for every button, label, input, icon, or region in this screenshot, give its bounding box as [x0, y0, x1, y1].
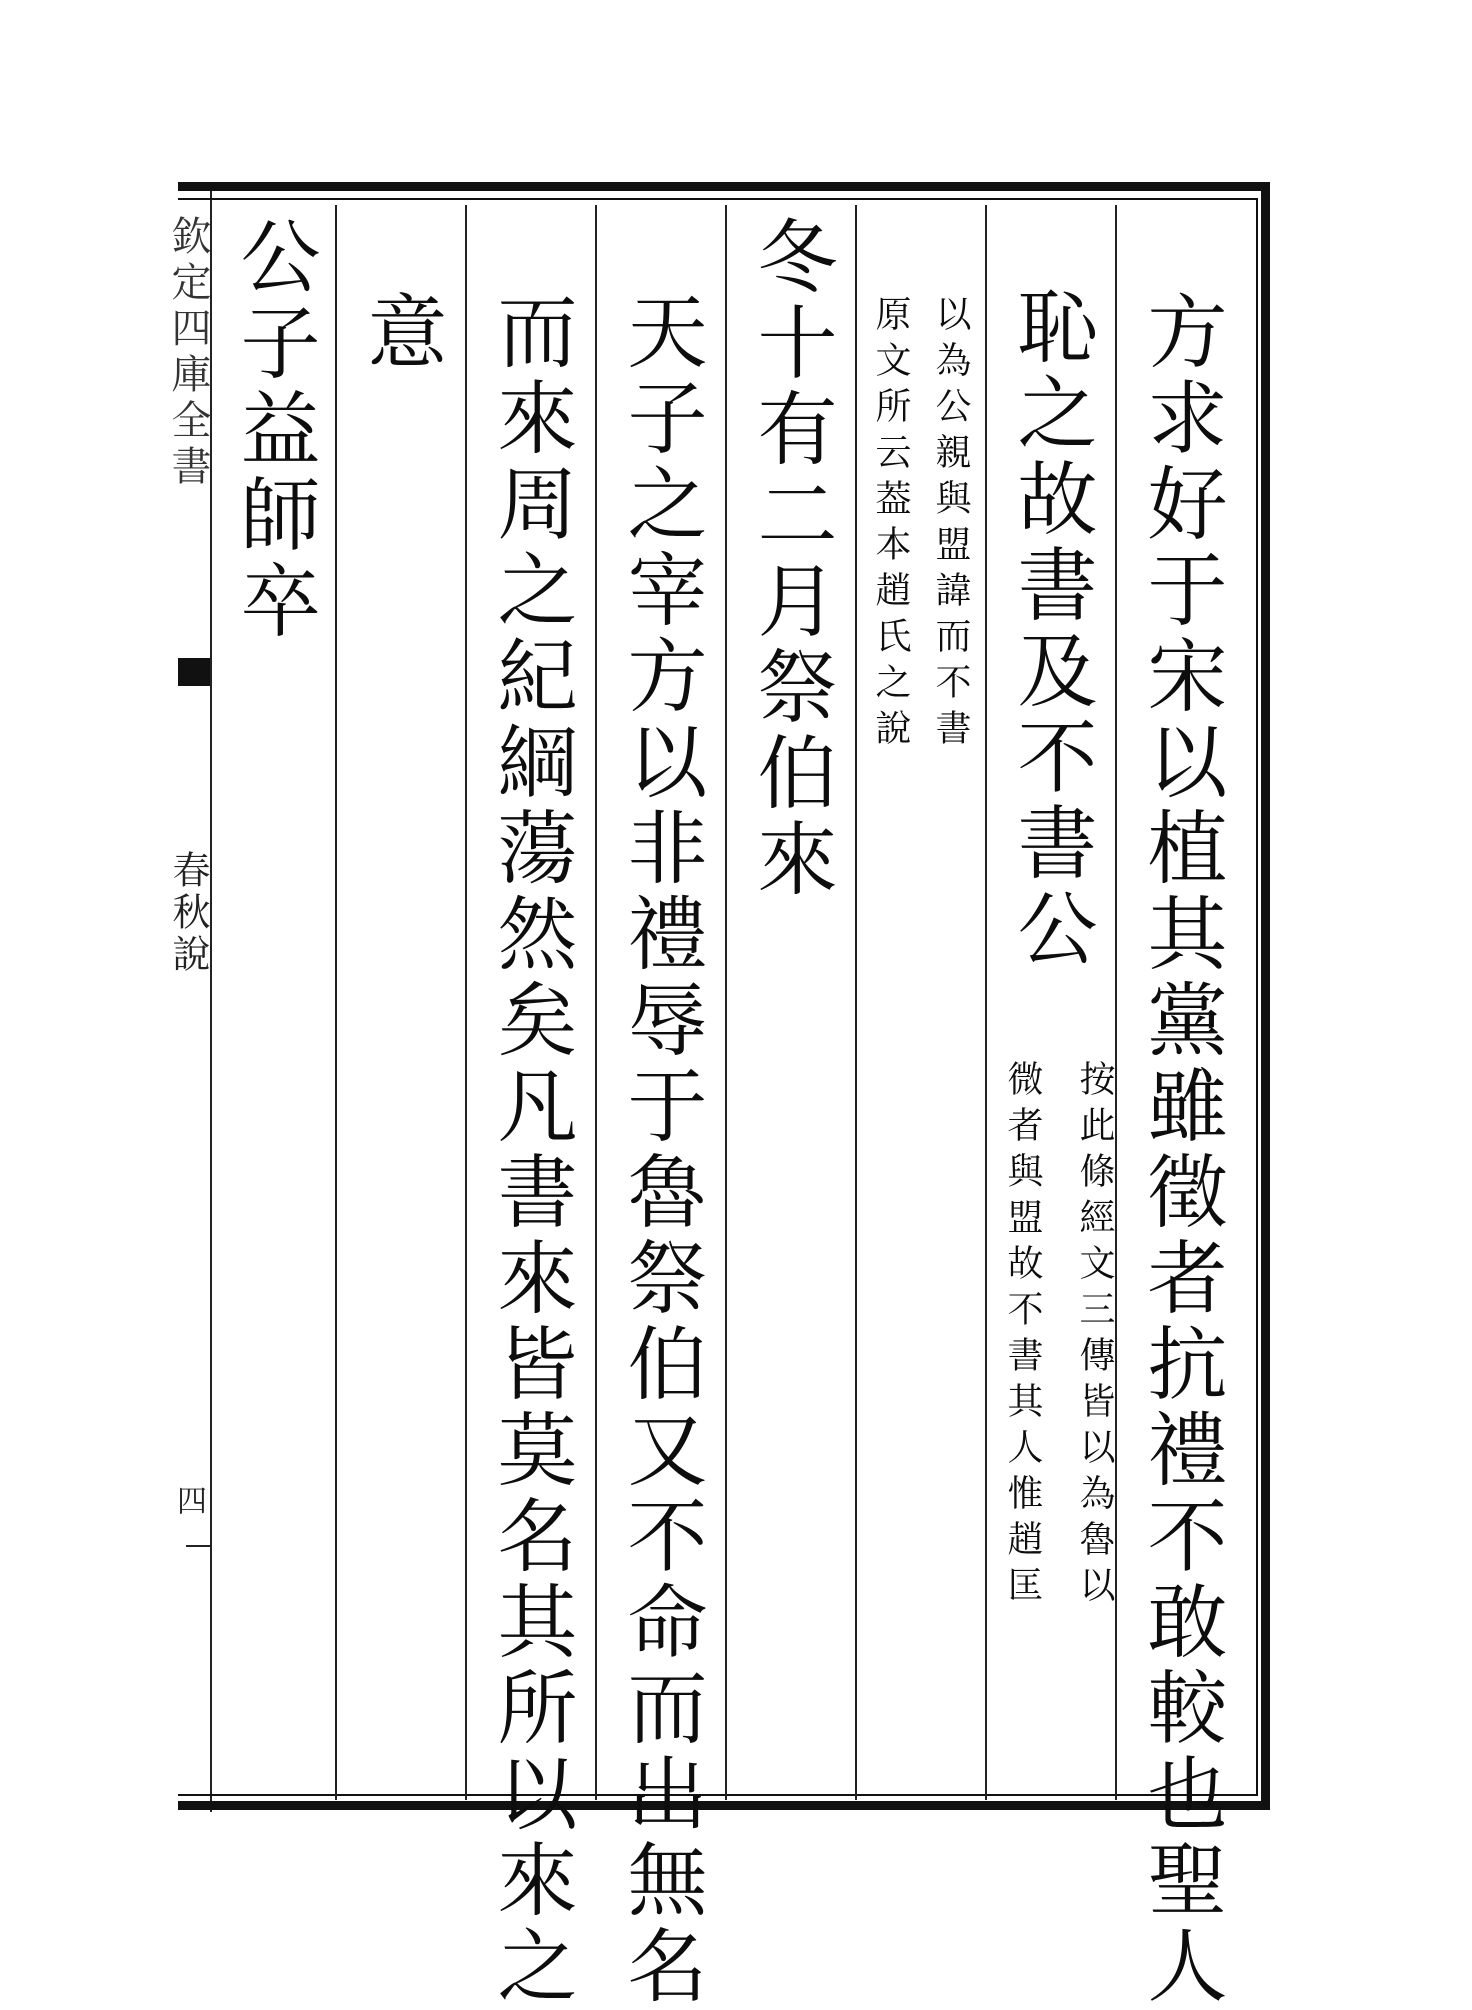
text-column: 方求好于宋以植其黨雖徵者抗禮不敢較也聖人 [1134, 290, 1227, 2010]
text-column: 恥之故書及不書公 [1004, 285, 1097, 973]
margin-book-title: 欽定四庫全書 [165, 215, 211, 491]
column-rule [855, 205, 857, 1800]
text-column: 天子之宰方以非禮辱于魯祭伯又不命而出無名 [614, 290, 707, 2010]
annotation-column: 以為公親與盟諱而不書 [930, 295, 971, 755]
column-rule [985, 205, 987, 1800]
annotation-column: 微者與盟故不書其人惟趙匡 [1002, 1060, 1043, 1612]
text-column: 意 [354, 290, 447, 376]
column-rule [725, 205, 727, 1800]
margin-page-number: 四 [171, 1485, 206, 1515]
annotation-column: 按此條經文三傳皆以為魯以 [1074, 1060, 1115, 1612]
text-column: 而來周之紀綱蕩然矣凡書來皆莫名其所以來之 [484, 290, 577, 2010]
text-column: 公子益師卒 [227, 215, 320, 645]
column-rule [595, 205, 597, 1800]
column-rule [465, 205, 467, 1800]
margin-chapter-title: 春秋說 [166, 850, 210, 976]
column-rule [335, 205, 337, 1800]
text-column: 冬十有二月祭伯來 [744, 215, 837, 903]
annotation-column: 原文所云葢本趙氏之說 [870, 295, 911, 755]
